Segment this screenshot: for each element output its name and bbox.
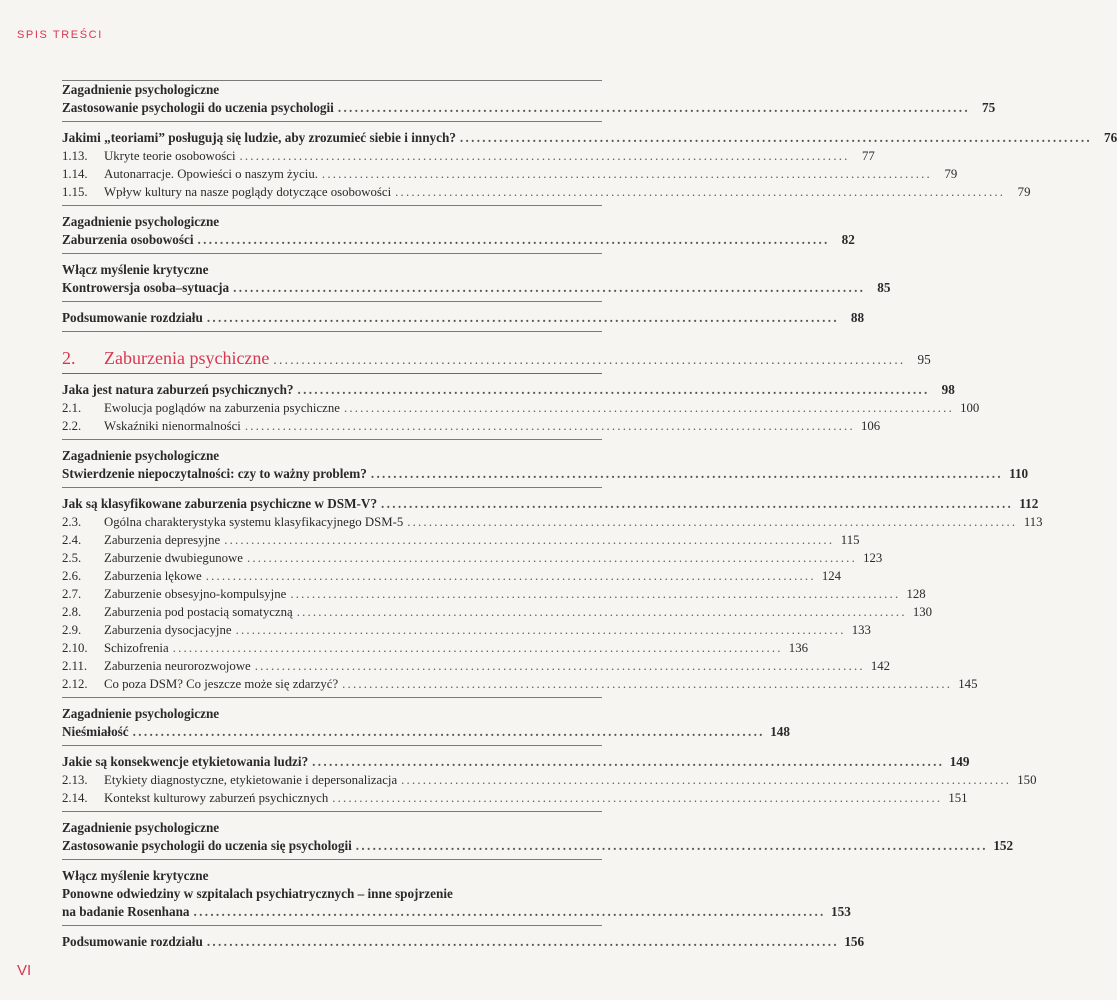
toc-entry-page: 95 xyxy=(917,352,931,367)
toc-entry[interactable] xyxy=(62,81,602,99)
toc-entry[interactable] xyxy=(62,231,855,249)
toc-entry[interactable] xyxy=(62,657,891,675)
toc-entry[interactable] xyxy=(62,129,1117,147)
toc-entry-title: Włącz myślenie krytyczne xyxy=(62,868,209,883)
toc-entry-title: Autonarracje. Opowieści o naszym życiu. xyxy=(104,167,318,181)
toc-entry-page: 128 xyxy=(906,587,926,601)
toc-entry-title: Co poza DSM? Co jeszcze może się zdarzyć? xyxy=(104,677,339,691)
toc-entry-title: Jakimi „teoriami” posługują się ludzie, aby zrozumieć siebie i innych? xyxy=(62,130,456,145)
dot-leader xyxy=(356,837,985,855)
dot-leader xyxy=(395,183,1002,201)
toc-entry-title: Zaburzenia pod postacią somatyczną xyxy=(104,605,293,619)
toc-entry-page: 77 xyxy=(862,149,875,163)
toc-entry-page: 156 xyxy=(844,934,865,949)
toc-entry-page: 153 xyxy=(831,904,851,919)
dot-leader xyxy=(207,933,836,951)
toc-entry-number: 2.1. xyxy=(62,401,82,415)
toc-entry-title: Jak są klasyfikowane zaburzenia psychiczne w DSM-V? xyxy=(62,496,378,511)
toc-entry-title: Zastosowanie psychologii do uczenia się psychologii xyxy=(62,838,352,853)
toc-entry-title: Schizofrenia xyxy=(104,641,169,655)
dot-leader xyxy=(245,417,852,435)
dot-leader xyxy=(381,495,1010,513)
toc-entry[interactable] xyxy=(62,399,980,417)
toc-entry-number: 2.7. xyxy=(62,587,82,601)
toc-entry-number: 2.5. xyxy=(62,551,82,565)
toc-entry-page: 149 xyxy=(949,754,970,769)
toc-entry[interactable] xyxy=(62,309,865,327)
toc-entry[interactable] xyxy=(62,789,968,807)
toc-entry-title: Włącz myślenie krytyczne xyxy=(62,262,209,277)
toc-entry[interactable] xyxy=(62,621,871,639)
dot-leader xyxy=(344,399,951,417)
toc-entry-title: Zagadnienie psychologiczne xyxy=(62,820,220,835)
toc-entry-title: Zaburzenie dwubiegunowe xyxy=(104,551,243,565)
toc-entry-number: 2.2. xyxy=(62,419,82,433)
toc-section-block xyxy=(62,381,980,440)
toc-entry-page: 79 xyxy=(944,167,958,181)
toc-section-block xyxy=(62,213,855,254)
toc-entry-title: Wskaźniki nienormalności xyxy=(104,419,241,433)
toc-entry-page: 136 xyxy=(788,641,808,655)
toc-entry-page: 106 xyxy=(860,419,881,433)
toc-section-block xyxy=(62,447,1029,488)
toc-entry[interactable] xyxy=(62,513,1043,531)
toc-entry-title: Zaburzenia dysocjacyjne xyxy=(104,623,232,637)
toc-entry[interactable] xyxy=(62,585,926,603)
toc-entry[interactable] xyxy=(62,723,790,741)
toc-section-block xyxy=(62,261,891,302)
toc-entry-number: 2.8. xyxy=(62,605,82,619)
toc-entry[interactable] xyxy=(62,603,933,621)
toc-entry-title: Podsumowanie rozdziału xyxy=(62,310,203,325)
dot-leader xyxy=(290,585,897,603)
dot-leader xyxy=(198,231,827,249)
table-of-contents xyxy=(62,80,1117,962)
toc-section-block xyxy=(62,933,865,955)
toc-entry[interactable] xyxy=(62,705,602,723)
toc-entry-page: 123 xyxy=(863,551,883,565)
dot-leader xyxy=(322,165,929,183)
toc-entry-number: 2.14. xyxy=(62,791,88,805)
dot-leader xyxy=(298,381,927,399)
toc-entry[interactable] xyxy=(62,867,602,885)
dot-leader xyxy=(240,147,847,165)
dot-leader xyxy=(236,621,843,639)
toc-entry[interactable] xyxy=(62,639,808,657)
dot-leader xyxy=(194,903,823,921)
toc-chapter-block xyxy=(62,346,931,374)
toc-entry[interactable] xyxy=(62,771,1037,789)
toc-entry[interactable] xyxy=(62,495,1039,513)
toc-entry[interactable] xyxy=(62,279,891,297)
toc-entry-title: Ukryte teorie osobowości xyxy=(104,149,236,163)
dot-leader xyxy=(401,771,1008,789)
dot-leader xyxy=(407,513,1014,531)
toc-entry-number: 2.10. xyxy=(62,641,88,655)
toc-entry-page: 98 xyxy=(941,382,955,397)
toc-entry[interactable] xyxy=(62,346,931,370)
toc-entry-title: na badanie Rosenhana xyxy=(62,904,190,919)
toc-entry-page: 75 xyxy=(981,100,996,115)
toc-entry-page: 112 xyxy=(1019,496,1039,511)
toc-entry-number: 2.4. xyxy=(62,533,82,547)
toc-entry-title: Zagadnienie psychologiczne xyxy=(62,82,220,97)
toc-entry[interactable] xyxy=(62,675,978,693)
toc-section-block xyxy=(62,705,790,746)
toc-entry-number: 2.11. xyxy=(62,659,88,673)
toc-entry[interactable] xyxy=(62,99,996,117)
toc-entry[interactable] xyxy=(62,819,602,837)
toc-entry-number: 2. xyxy=(62,348,76,368)
toc-entry-number: 1.14. xyxy=(62,167,88,181)
toc-entry-title: Kontrowersja osoba–sytuacja xyxy=(62,280,230,295)
toc-entry-title: Zaburzenia psychiczne xyxy=(104,348,270,368)
toc-entry[interactable] xyxy=(62,903,851,921)
toc-entry-page: 145 xyxy=(958,677,978,691)
toc-entry[interactable] xyxy=(62,417,881,435)
toc-entry[interactable] xyxy=(62,753,970,771)
toc-entry-page: 76 xyxy=(1104,130,1117,145)
toc-entry-number: 2.12. xyxy=(62,677,88,691)
toc-entry-page: 151 xyxy=(948,791,968,805)
toc-entry-number: 2.13. xyxy=(62,773,88,787)
toc-entry-number: 2.6. xyxy=(62,569,82,583)
toc-entry-title: Ogólna charakterystyka systemu klasyfikacyjnego DSM-5 xyxy=(104,515,404,529)
toc-entry-page: 150 xyxy=(1017,773,1037,787)
toc-entry-page: 124 xyxy=(821,569,842,583)
toc-entry-title: Zagadnienie psychologiczne xyxy=(62,448,220,463)
running-head: SPIS TREŚCI xyxy=(17,29,103,41)
dot-leader xyxy=(273,348,902,372)
toc-entry-title: Zaburzenie obsesyjno-kompulsyjne xyxy=(104,587,287,601)
toc-entry-page: 133 xyxy=(851,623,871,637)
toc-entry-page: 85 xyxy=(877,280,891,295)
toc-entry-page: 110 xyxy=(1009,466,1029,481)
dot-leader xyxy=(224,531,831,549)
toc-entry-title: Zastosowanie psychologii do uczenia psychologii xyxy=(62,100,334,115)
toc-entry-page: 113 xyxy=(1023,515,1043,529)
toc-entry-title: Zaburzenia depresyjne xyxy=(104,533,221,547)
dot-leader xyxy=(342,675,949,693)
toc-entry[interactable] xyxy=(62,213,602,231)
toc-entry-page: 152 xyxy=(993,838,1014,853)
toc-entry-page: 115 xyxy=(840,533,860,547)
dot-leader xyxy=(233,279,862,297)
toc-section-block xyxy=(62,129,1117,206)
toc-entry[interactable] xyxy=(62,567,842,585)
toc-entry-page: 88 xyxy=(850,310,865,325)
toc-entry-title: Etykiety diagnostyczne, etykietowanie i depersonalizacja xyxy=(104,773,398,787)
toc-entry[interactable] xyxy=(62,447,602,465)
toc-entry[interactable] xyxy=(62,183,1031,201)
dot-leader xyxy=(371,465,1000,483)
toc-section-block xyxy=(62,495,1043,698)
dot-leader xyxy=(338,99,967,117)
dot-leader xyxy=(247,549,854,567)
toc-entry-number: 1.15. xyxy=(62,185,88,199)
dot-leader xyxy=(133,723,762,741)
toc-entry-page: 79 xyxy=(1017,185,1031,199)
toc-entry-title: Zaburzenia osobowości xyxy=(62,232,194,247)
toc-entry-page: 142 xyxy=(870,659,891,673)
toc-section-block xyxy=(62,309,865,332)
toc-section-block xyxy=(62,753,1037,812)
toc-section-block xyxy=(62,80,996,122)
toc-entry[interactable] xyxy=(62,885,602,903)
toc-entry[interactable] xyxy=(62,549,883,567)
dot-leader xyxy=(312,753,941,771)
toc-entry-title: Zaburzenia lękowe xyxy=(104,569,202,583)
toc-entry-number: 2.9. xyxy=(62,623,82,637)
toc-entry-title: Zagadnienie psychologiczne xyxy=(62,214,220,229)
toc-entry-title: Stwierdzenie niepoczytalności: czy to ważny problem? xyxy=(62,466,367,481)
dot-leader xyxy=(297,603,904,621)
toc-entry-title: Kontekst kulturowy zaburzeń psychicznych xyxy=(104,791,329,805)
toc-entry-title: Ponowne odwiedziny w szpitalach psychiatrycznych – inne spojrzenie xyxy=(62,886,453,901)
toc-entry[interactable] xyxy=(62,933,865,951)
toc-entry-title: Podsumowanie rozdziału xyxy=(62,934,203,949)
dot-leader xyxy=(332,789,939,807)
dot-leader xyxy=(460,129,1089,147)
toc-entry-page: 100 xyxy=(960,401,980,415)
toc-entry-title: Nieśmiałość xyxy=(62,724,129,739)
toc-entry-page: 130 xyxy=(912,605,933,619)
dot-leader xyxy=(255,657,862,675)
toc-entry-title: Zaburzenia neurorozwojowe xyxy=(104,659,251,673)
dot-leader xyxy=(173,639,780,657)
toc-section-block xyxy=(62,867,851,926)
toc-entry[interactable] xyxy=(62,261,602,279)
toc-entry-title: Wpływ kultury na nasze poglądy dotyczące osobowości xyxy=(104,185,392,199)
toc-entry[interactable] xyxy=(62,147,875,165)
toc-entry-title: Jaka jest natura zaburzeń psychicznych? xyxy=(62,382,294,397)
toc-entry[interactable] xyxy=(62,465,1029,483)
toc-entry-title: Ewolucja poglądów na zaburzenia psychiczne xyxy=(104,401,340,415)
toc-entry-number: 1.13. xyxy=(62,149,88,163)
toc-entry-title: Jakie są konsekwencje etykietowania ludzi? xyxy=(62,754,309,769)
page-number: VI xyxy=(17,962,32,979)
dot-leader xyxy=(206,567,813,585)
toc-entry[interactable] xyxy=(62,531,860,549)
toc-entry-page: 148 xyxy=(770,724,790,739)
toc-entry[interactable] xyxy=(62,837,1014,855)
dot-leader xyxy=(207,309,836,327)
toc-entry[interactable] xyxy=(62,381,955,399)
toc-entry-page: 82 xyxy=(841,232,855,247)
toc-section-block xyxy=(62,819,1014,860)
toc-entry[interactable] xyxy=(62,165,958,183)
toc-entry-title: Zagadnienie psychologiczne xyxy=(62,706,220,721)
toc-entry-number: 2.3. xyxy=(62,515,82,529)
